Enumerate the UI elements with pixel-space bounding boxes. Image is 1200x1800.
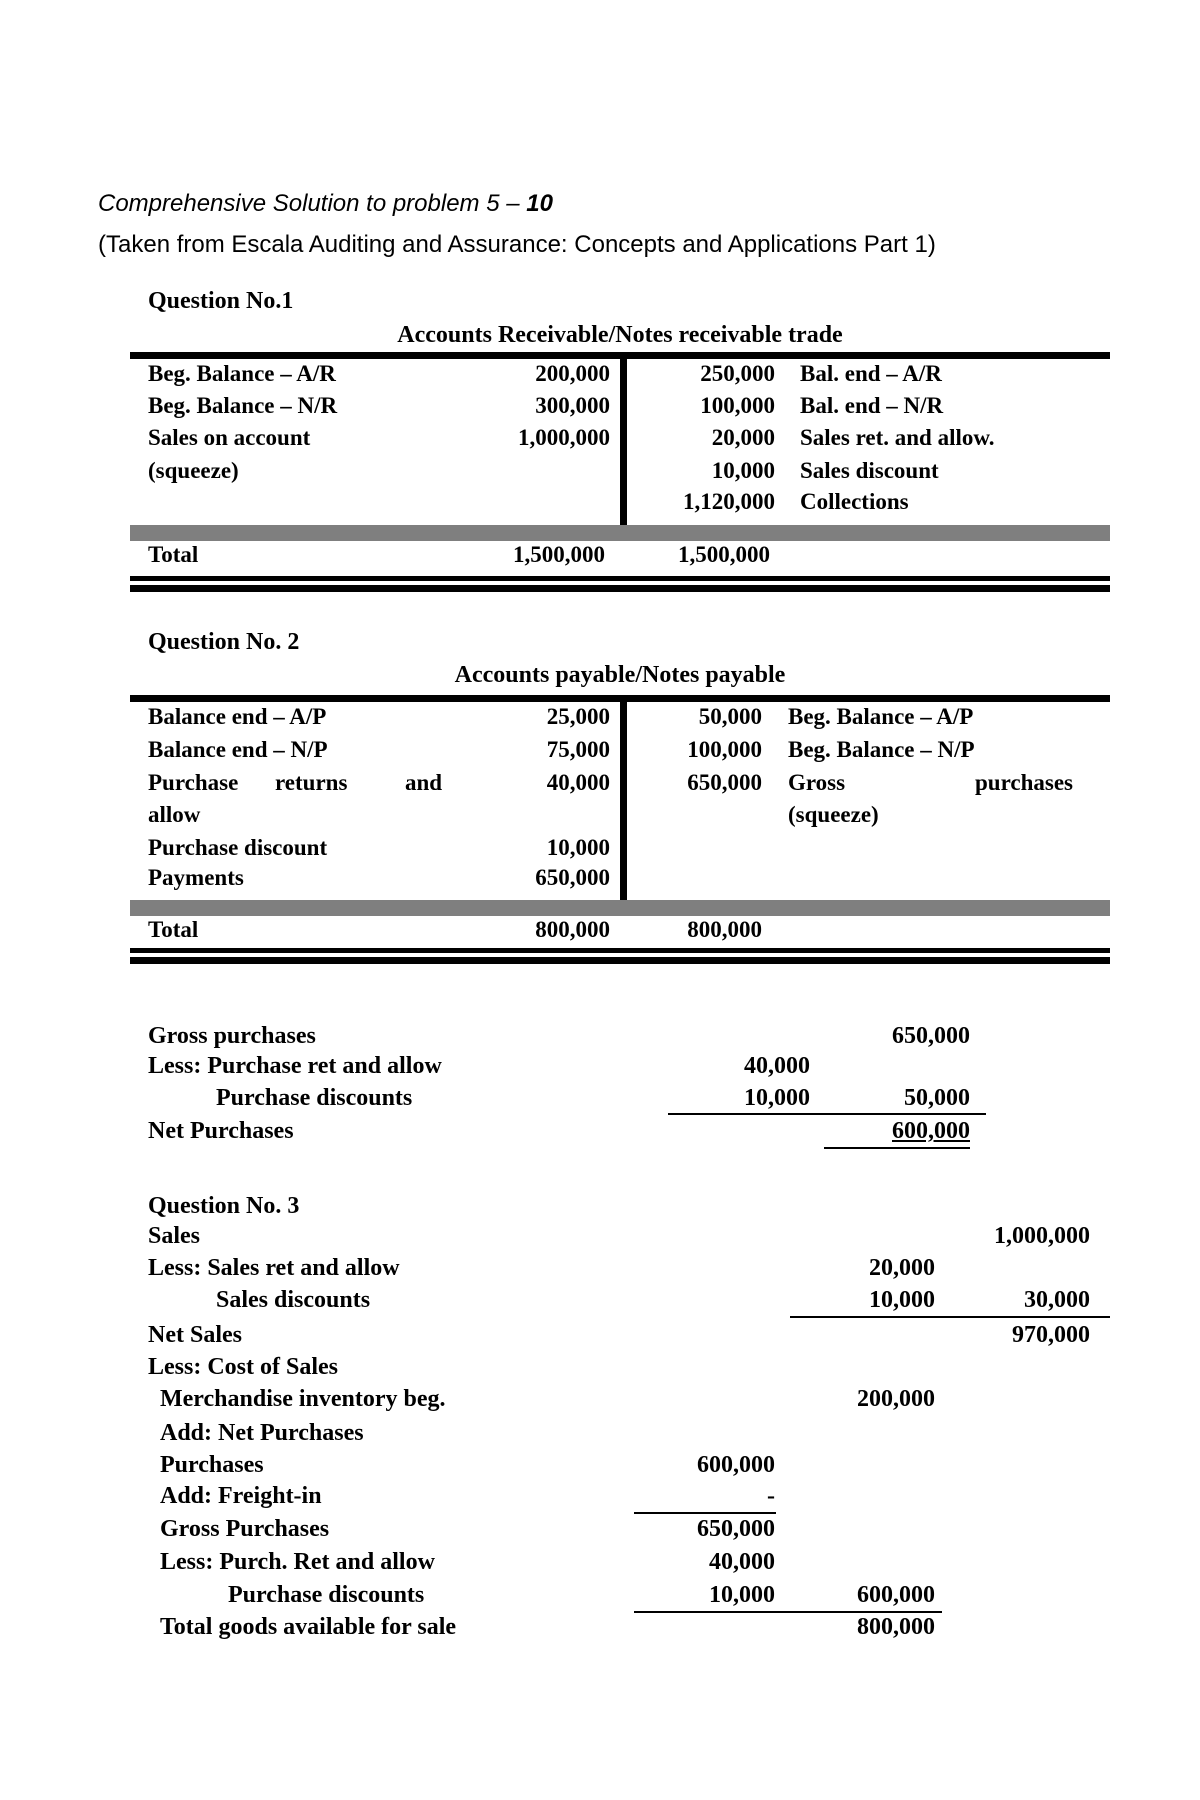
q2-debit-label-word: and: [405, 770, 443, 795]
q3-tga-value: 800,000: [857, 1614, 935, 1640]
title-prefix: Comprehensive Solution to problem 5 –: [98, 190, 527, 217]
q3-pret-value: 40,000: [709, 1549, 775, 1575]
q2-debit-label-word: allow: [148, 802, 201, 827]
q3-freight-value: -: [767, 1483, 775, 1509]
q2-debit-amount: 25,000: [546, 704, 610, 729]
q3-sales-value: 1,000,000: [994, 1223, 1090, 1249]
q1-debit-label: (squeeze): [148, 458, 239, 483]
q1-credit-amount: 250,000: [700, 361, 775, 386]
np-less-label: Less: Purchase ret and allow: [148, 1053, 442, 1079]
np-double-underline: [824, 1147, 970, 1149]
q3-ded-total: 30,000: [1024, 1287, 1090, 1313]
q3-tga-rule: [634, 1611, 942, 1613]
q2-debit-amount: 40,000: [546, 770, 610, 795]
np-gross-value: 650,000: [892, 1023, 970, 1049]
q3-cos-label: Less: Cost of Sales: [148, 1354, 338, 1380]
np-gross-label: Gross purchases: [148, 1023, 316, 1049]
q2-credit-label-word: (squeeze): [788, 802, 879, 827]
q3-ret-value: 20,000: [869, 1255, 935, 1281]
q3-ret-label: Less: Sales ret and allow: [148, 1255, 400, 1281]
np-ded-total: 50,000: [904, 1085, 970, 1111]
q1-credit-amount: 10,000: [711, 458, 775, 483]
q3-sales-label: Sales: [148, 1223, 201, 1249]
question-2-heading: Question No. 2: [148, 629, 300, 655]
q3-pdisc-label: Purchase discounts: [228, 1582, 425, 1608]
q3-inv-value: 200,000: [857, 1386, 935, 1412]
t-account-double-rule-1: [130, 576, 1110, 581]
q1-credit-label: Sales ret. and allow.: [800, 425, 995, 450]
q1-credit-amount: 20,000: [711, 425, 775, 450]
q1-credit-label: Bal. end – A/R: [800, 361, 942, 386]
q2-debit-amount: 75,000: [546, 737, 610, 762]
q2-credit-label-word: purchases: [975, 770, 1073, 795]
q2-credit-amount: 650,000: [687, 770, 762, 795]
q1-total-label: Total: [148, 542, 199, 567]
t-account-double-rule-2: [130, 585, 1110, 592]
np-less-value: 40,000: [744, 1053, 810, 1079]
q2-debit-label-word: returns: [275, 770, 348, 795]
q1-credit-amount: 100,000: [700, 393, 775, 418]
q1-debit-amount: 1,000,000: [518, 425, 610, 450]
q3-net-value: 970,000: [1012, 1322, 1090, 1348]
q1-debit-label: Beg. Balance – A/R: [148, 361, 336, 386]
document-title: [98, 190, 553, 218]
q1-credit-label: Sales discount: [800, 458, 939, 483]
q2-account-title: Accounts payable/Notes payable: [454, 662, 786, 688]
q1-t-account: [130, 352, 1110, 592]
q3-inv-label: Merchandise inventory beg.: [160, 1386, 446, 1412]
q1-credit-amount: 1,120,000: [683, 489, 775, 514]
q2-total-credit: 800,000: [687, 917, 762, 942]
q3-tga-label: Total goods available for sale: [160, 1614, 457, 1640]
q2-credit-label: Beg. Balance – A/P: [788, 704, 974, 729]
t-account-gray-band: [130, 900, 1110, 916]
t-account-double-rule-1: [130, 948, 1110, 953]
q3-purch-value: 600,000: [697, 1452, 775, 1478]
q3-sales-rule: [790, 1316, 1110, 1318]
q3-net-label: Net Sales: [148, 1322, 242, 1348]
t-account-divider: [620, 702, 627, 900]
q3-freight-label: Add: Freight-in: [160, 1483, 322, 1509]
q2-debit-amount: 10,000: [546, 835, 610, 860]
q2-credit-amount: 100,000: [687, 737, 762, 762]
q1-total-credit: 1,500,000: [678, 542, 770, 567]
q1-debit-amount: 200,000: [535, 361, 610, 386]
q2-debit-label-word: Purchase: [148, 770, 239, 795]
q1-debit-label: Sales on account: [148, 425, 311, 450]
q2-debit-label: Purchase discount: [148, 835, 328, 860]
q1-credit-label: Collections: [800, 489, 909, 514]
q2-credit-label: Beg. Balance – N/P: [788, 737, 975, 762]
q2-debit-amount: 650,000: [535, 865, 610, 890]
q1-credit-label: Bal. end – N/R: [800, 393, 944, 418]
q3-disc-label: Sales discounts: [216, 1287, 371, 1313]
np-subtotal-rule: [668, 1113, 986, 1115]
q2-t-account: [130, 695, 1110, 965]
q2-total-debit: 800,000: [535, 917, 610, 942]
q1-debit-label: Beg. Balance – N/R: [148, 393, 338, 418]
t-account-double-rule-2: [130, 957, 1110, 964]
q1-debit-amount: 300,000: [535, 393, 610, 418]
q2-debit-label: Balance end – A/P: [148, 704, 327, 729]
t-account-divider: [620, 359, 627, 525]
document-subtitle: (Taken from Escala Auditing and Assurance: Concepts and Applications Part 1): [98, 231, 936, 258]
q3-disc-value: 10,000: [869, 1287, 935, 1313]
np-disc-label: Purchase discounts: [216, 1085, 413, 1111]
q2-debit-label: Payments: [148, 865, 244, 890]
question-1-heading: Question No.1: [148, 288, 294, 314]
question-3-heading: Question No. 3: [148, 1193, 300, 1219]
q2-total-label: Total: [148, 917, 199, 942]
np-disc-value: 10,000: [744, 1085, 810, 1111]
t-account-top-rule: [130, 352, 1110, 359]
t-account-top-rule: [130, 695, 1110, 702]
q2-debit-label: Balance end – N/P: [148, 737, 328, 762]
q1-account-title: Accounts Receivable/Notes receivable trade: [397, 322, 843, 348]
np-net-label: Net Purchases: [148, 1118, 294, 1144]
q2-credit-label-word: Gross: [788, 770, 846, 795]
q3-purch-label: Purchases: [160, 1452, 264, 1478]
t-account-gray-band: [130, 525, 1110, 541]
q3-pret-label: Less: Purch. Ret and allow: [160, 1549, 435, 1575]
q3-pdisc-value: 10,000: [709, 1582, 775, 1608]
title-number: 10: [526, 190, 553, 217]
np-net-value: 600,000: [892, 1118, 970, 1144]
q1-total-debit: 1,500,000: [513, 542, 605, 567]
q3-addnp-label: Add: Net Purchases: [160, 1420, 364, 1446]
q3-freight-rule: [634, 1512, 776, 1514]
q2-credit-amount: 50,000: [698, 704, 762, 729]
q3-gross-label: Gross Purchases: [160, 1516, 330, 1542]
q3-gross-value: 650,000: [697, 1516, 775, 1542]
q3-np-value: 600,000: [857, 1582, 935, 1608]
